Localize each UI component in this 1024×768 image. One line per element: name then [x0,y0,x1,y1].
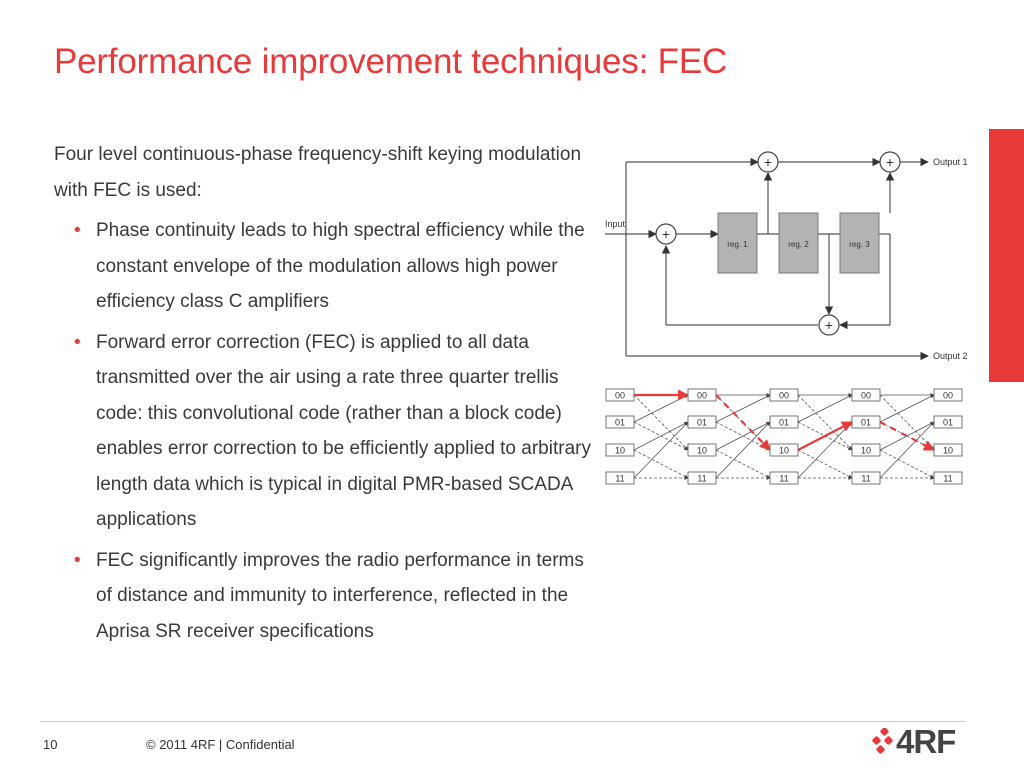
adder-symbol: + [661,226,671,242]
trellis-state-label: 11 [697,473,707,484]
bullet-item [54,325,602,538]
bullet-icon: • [74,331,81,353]
logo-text: 4RF [896,723,956,760]
register-label: reg. 2 [788,240,809,249]
trellis-branch [634,395,688,422]
trellis-state-label: 11 [943,473,953,484]
trellis-state-label: 00 [614,390,626,401]
trellis-branch [798,395,852,450]
trellis-state-label: 01 [696,417,708,428]
trellis-state-label: 10 [860,445,872,456]
trellis-state-label: 10 [778,445,790,456]
bullet-text: Phase continuity leads to high spectral efficiency while the constant envelope of the modulation allows high power efficiency class C amplifiers [96,220,585,312]
bullet-text: FEC significantly improves the radio performance in terms of distance and immunity to interference, reflected in the Aprisa SR receiver specifications [96,549,584,642]
trellis-branch [880,395,934,450]
encoder-diagram [600,145,985,370]
trellis-branch [798,450,852,478]
trellis-state-label: 11 [779,473,789,484]
slide-body [54,137,602,649]
trellis-state-label: 00 [860,390,872,401]
trellis-state-label: 10 [614,445,626,456]
trellis-state-label: 01 [614,417,626,428]
bullet-icon: • [74,549,81,571]
trellis-branch [880,395,934,422]
trellis-state-label: 00 [696,390,708,401]
register-label: reg. 1 [727,240,748,249]
bullet-item [54,543,602,650]
trellis-state-label: 11 [861,473,871,484]
adder-symbol: + [885,154,895,170]
accent-side-bar [989,129,1024,382]
trellis-branch [880,450,934,478]
output2-label: Output 2 [933,351,968,361]
trellis-branch [634,395,688,450]
bullet-text: Forward error correction (FEC) is applied to all data transmitted over the air using a rate three quarter trellis code: this convolutional code (rather than a block code) enables error correction to be efficiently applied to arbitrary length data which is typical in digital PMR-based SCADA applications [96,331,591,530]
trellis-branch [798,422,852,478]
trellis-state-label: 11 [615,473,625,484]
trellis-state-label: 10 [942,445,954,456]
intro-text: Four level continuous-phase frequency-shift keying modulation with FEC is used: [54,144,582,201]
trellis-branch [634,450,688,478]
logo-mark-icon [872,728,896,758]
adder-symbol: + [824,317,834,333]
bullet-item [54,213,602,320]
copyright-text: © 2011 4RF | Confidential [146,737,295,752]
trellis-state-label: 01 [860,417,872,428]
trellis-state-label: 00 [942,390,954,401]
trellis-branch [798,395,852,422]
trellis-branch [716,422,770,478]
trellis-state-label: 10 [696,445,708,456]
output1-label: Output 1 [933,157,968,167]
bullet-icon: • [74,220,81,241]
adder-symbol: + [763,154,773,170]
input-label: Input [605,219,626,229]
page-number: 10 [43,737,58,752]
company-logo [872,725,972,761]
trellis-diagram [600,385,970,495]
trellis-branch [880,422,934,478]
trellis-state-label: 01 [778,417,790,428]
slide-title: Performance improvement techniques: FEC [54,42,728,81]
trellis-branch [634,422,688,478]
footer-divider [40,721,966,722]
trellis-branch [716,395,770,422]
trellis-state-label: 01 [942,417,954,428]
register-label: reg. 3 [849,240,870,249]
trellis-state-label: 00 [778,390,790,401]
bullet-list [54,213,602,649]
trellis-branch [716,450,770,478]
